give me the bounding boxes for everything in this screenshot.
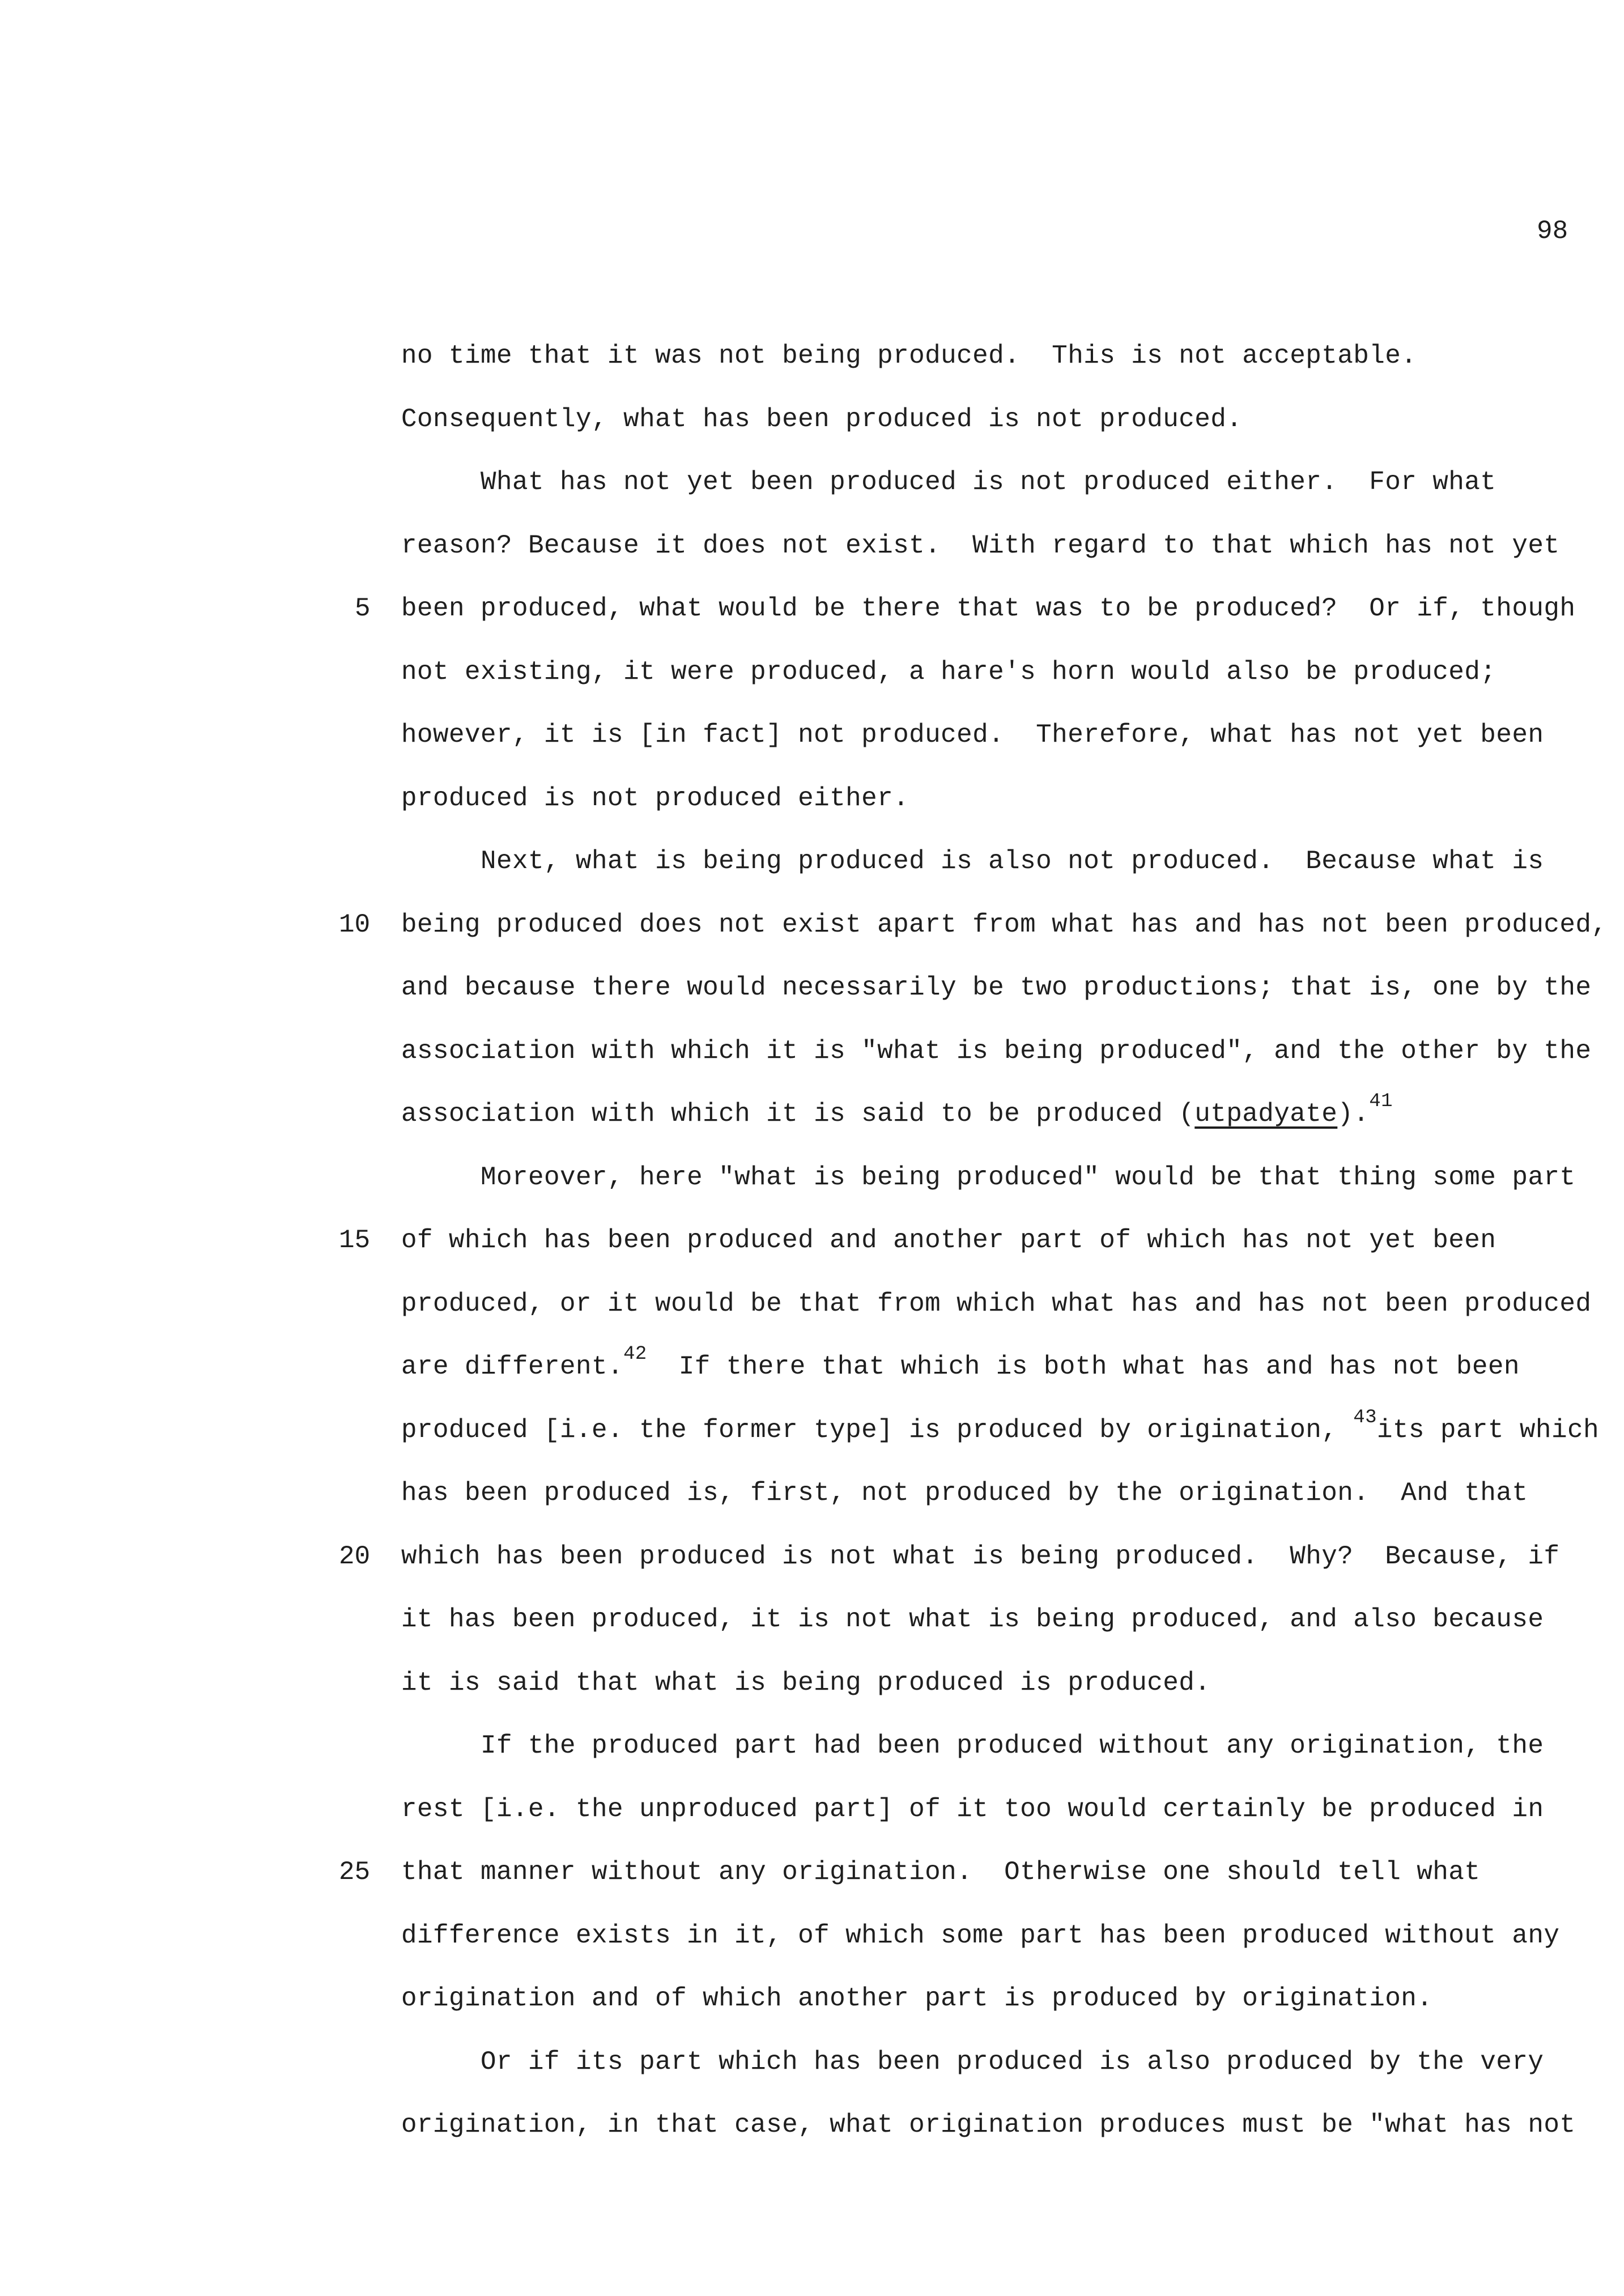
line-number: 10 [339,909,371,939]
text-line [401,1406,1599,1446]
text-line [401,2109,1575,2141]
text-line [401,1730,1544,1762]
text-line [401,1224,1496,1256]
line-text-after: If there that which is both what has and has not been [647,1352,1520,1381]
footnote-marker: 43 [1353,1406,1377,1428]
line-text: produced is not produced either. [401,783,909,813]
line-text: being produced does not exist apart from what has and has not been produced, [401,909,1608,939]
text-line [401,1983,1432,2014]
line-text: association with which it is "what is being produced", and the other by the [401,1036,1592,1066]
line-text-after: its part which [1376,1415,1599,1445]
line-text: Or if its part which has been produced is also produced by the very [401,2047,1544,2077]
text-line [401,1667,1210,1699]
underlined-term: utpadyate [1194,1099,1338,1129]
text-line [401,1035,1591,1067]
line-text: If the produced part had been produced without any origination, the [401,1731,1544,1761]
text-line [401,1793,1544,1825]
line-number: 5 [355,594,371,623]
text-line [401,340,1417,372]
text-line [401,530,1559,562]
line-text: produced [i.e. the former type] is produced by origination, [401,1415,1354,1445]
line-text: which has been produced is not what is being produced. Why? Because, if [401,1541,1560,1571]
line-text: not existing, it were produced, a hare's horn would also be produced; [401,657,1497,687]
text-line [401,656,1496,688]
text-line [401,466,1496,498]
text-line [401,845,1544,877]
line-text: origination, in that case, what origination produces must be "what has not [401,2110,1576,2140]
line-text: rest [i.e. the unproduced part] of it too would certainly be produced in [401,1794,1544,1824]
text-line [401,1162,1575,1193]
text-line [401,1920,1559,1951]
text-line [401,1477,1528,1509]
line-text-after: ). [1337,1099,1370,1129]
footnote-marker: 41 [1369,1091,1393,1112]
line-text: What has not yet been produced is not produced either. For what [401,467,1497,497]
text-line [401,403,1242,435]
line-text: association with which it is said to be produced ( [401,1099,1195,1129]
text-line [401,2046,1544,2078]
line-text: been produced, what would be there that was to be produced? Or if, though [401,594,1576,623]
line-text: it has been produced, it is not what is being produced, and also because [401,1605,1544,1634]
line-text: produced, or it would be that from which what has and has not been produced [401,1289,1592,1319]
text-line [401,719,1544,751]
line-text: no time that it was not being produced. This is not acceptable. [401,341,1417,371]
line-number: 20 [339,1541,371,1571]
text-line [401,972,1591,1004]
line-text: has been produced is, first, not produced by the origination. And that [401,1478,1528,1508]
line-text: Consequently, what has been produced is not produced. [401,404,1243,434]
line-text: Next, what is being produced is also not produced. Because what is [401,847,1544,876]
text-line [401,909,1607,941]
line-text: and because there would necessarily be two productions; that is, one by the [401,973,1592,1002]
line-text: origination and of which another part is produced by origination. [401,1984,1433,2013]
line-text: that manner without any origination. Otherwise one should tell what [401,1857,1481,1887]
text-line [401,1541,1559,1572]
line-text: are different. [401,1352,624,1381]
text-line [401,783,909,814]
line-number: 15 [339,1226,371,1255]
text-line [401,1343,1520,1383]
text-line [401,1288,1591,1320]
line-text: it is said that what is being produced is produced. [401,1668,1211,1698]
text-line [401,1604,1544,1635]
footnote-marker: 42 [623,1343,647,1365]
text-line [401,1091,1393,1130]
line-text: difference exists in it, of which some part has been produced without any [401,1920,1560,1950]
line-text: however, it is [in fact] not produced. Therefore, what has not yet been [401,720,1544,750]
text-line [401,593,1575,624]
text-line [401,1856,1480,1888]
page-number: 98 [1537,216,1568,246]
line-text: of which has been produced and another part of which has not yet been [401,1226,1497,1255]
line-text: Moreover, here "what is being produced" would be that thing some part [401,1162,1576,1192]
line-text: reason? Because it does not exist. With regard to that which has not yet [401,530,1560,560]
line-number: 25 [339,1857,371,1887]
